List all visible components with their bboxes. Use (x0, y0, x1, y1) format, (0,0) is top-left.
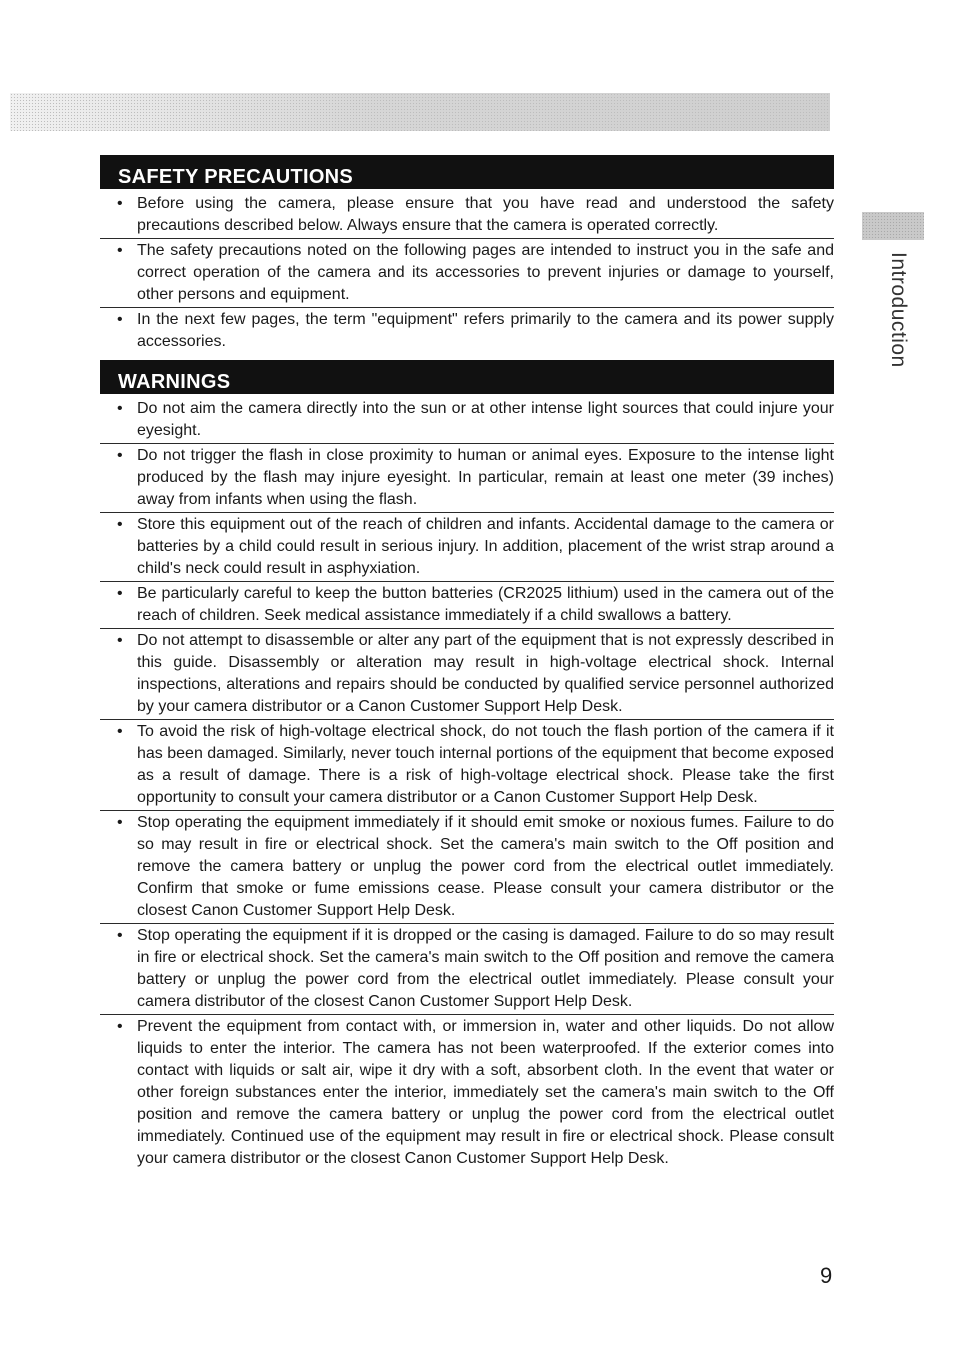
safety-precautions-list (100, 192, 834, 354)
bullet-icon: • (117, 447, 123, 464)
bullet-icon: • (117, 723, 123, 740)
page-content (100, 155, 834, 1171)
item-text: In the next few pages, the term "equipment" refers primarily to the camera and its power supply accessories. (137, 311, 834, 350)
item-text: Do not attempt to disassemble or alter any part of the equipment that is not expressly described in this guide. Disassembly or alteration may result in high-voltage electrical shock. Internal inspections, alterations and repairs should be conducted by qualified service personnel authorized by your camera distributor or a Canon Customer Support Help Desk. (137, 632, 834, 715)
item-text: Before using the camera, please ensure that you have read and understood the safety precautions described below. Always ensure that the camera is operated correctly. (137, 195, 834, 234)
section-tab-marker (862, 212, 924, 240)
bullet-icon: • (117, 400, 123, 417)
item-text: Prevent the equipment from contact with, or immersion in, water and other liquids. Do not allow liquids to enter the interior. The camera has not been waterproofed. If the exterior comes into contact with liquids or salt air, wipe it dry with a soft, absorbent cloth. In the event that water or other foreign substances enter the interior, immediately set the camera's main switch to the Off position and remove the camera battery or unplug the power cord from the electrical outlet immediately. Continued use of the equipment may result in fire or electrical shock. Please consult your camera distributor or the closest Canon Customer Support Help Desk. (137, 1018, 834, 1167)
safety-precautions-heading: SAFETY PRECAUTIONS (100, 155, 834, 189)
list-item (100, 192, 834, 239)
item-text: Be particularly careful to keep the button batteries (CR2025 lithium) used in the camera out of the reach of children. Seek medical assistance immediately if a child swallows a battery. (137, 585, 834, 624)
item-text: Stop operating the equipment if it is dropped or the casing is damaged. Failure to do so may result in fire or electrical shock. Set the camera's main switch to the Off position and remove the camera battery or unplug the power cord from the electrical outlet immediately. Please consult your camera distributor of the closest Canon Customer Support Help Desk. (137, 927, 834, 1010)
bullet-icon: • (117, 516, 123, 533)
list-item (100, 513, 834, 582)
warnings-heading: WARNINGS (100, 360, 834, 394)
item-text: Do not aim the camera directly into the sun or at other intense light sources that could injure your eyesight. (137, 400, 834, 439)
list-item (100, 582, 834, 629)
list-item (100, 924, 834, 1015)
warnings-list (100, 397, 834, 1171)
list-item (100, 444, 834, 513)
bullet-icon: • (117, 1018, 123, 1035)
list-item (100, 1015, 834, 1171)
item-text: Do not trigger the flash in close proximity to human or animal eyes. Exposure to the intense light produced by the flash may injure eyesight. In particular, remain at least one meter (39 inches) away from infants when using the flash. (137, 447, 834, 508)
item-text: Store this equipment out of the reach of children and infants. Accidental damage to the camera or batteries by a child could result in serious injury. In addition, placement of the wrist strap around a child's neck could result in asphyxiation. (137, 516, 834, 577)
bullet-icon: • (117, 195, 123, 212)
list-item (100, 720, 834, 811)
bullet-icon: • (117, 814, 123, 831)
bullet-icon: • (117, 927, 123, 944)
bullet-icon: • (117, 585, 123, 602)
header-band (10, 93, 830, 131)
list-item (100, 308, 834, 354)
section-tab-label: Introduction (887, 252, 910, 368)
item-text: The safety precautions noted on the following pages are intended to instruct you in the safe and correct operation of the camera and its accessories to prevent injuries or damage to yourself, other persons and equipment. (137, 242, 834, 303)
page-number: 9 (820, 1263, 833, 1288)
list-item (100, 811, 834, 924)
item-text: To avoid the risk of high-voltage electrical shock, do not touch the flash portion of the camera if it has been damaged. Similarly, never touch internal portions of the equipment that become exposed as a result of damage. There is a risk of high-voltage electrical shock. Please take the first opportunity to consult your camera distributor or a Canon Customer Support Help Desk. (137, 723, 835, 806)
bullet-icon: • (117, 311, 123, 328)
bullet-icon: • (117, 242, 123, 259)
bullet-icon: • (117, 632, 123, 649)
list-item (100, 397, 834, 444)
item-text: Stop operating the equipment immediately if it should emit smoke or noxious fumes. Failure to do so may result in fire or electrical shock. Set the camera's main switch to the Off position and remove the camera battery or unplug the power cord from the electrical outlet immediately. Confirm that smoke or fume emissions cease. Please consult your camera distributor or the closest Canon Customer Support Help Desk. (137, 814, 834, 919)
list-item (100, 629, 834, 720)
list-item (100, 239, 834, 308)
